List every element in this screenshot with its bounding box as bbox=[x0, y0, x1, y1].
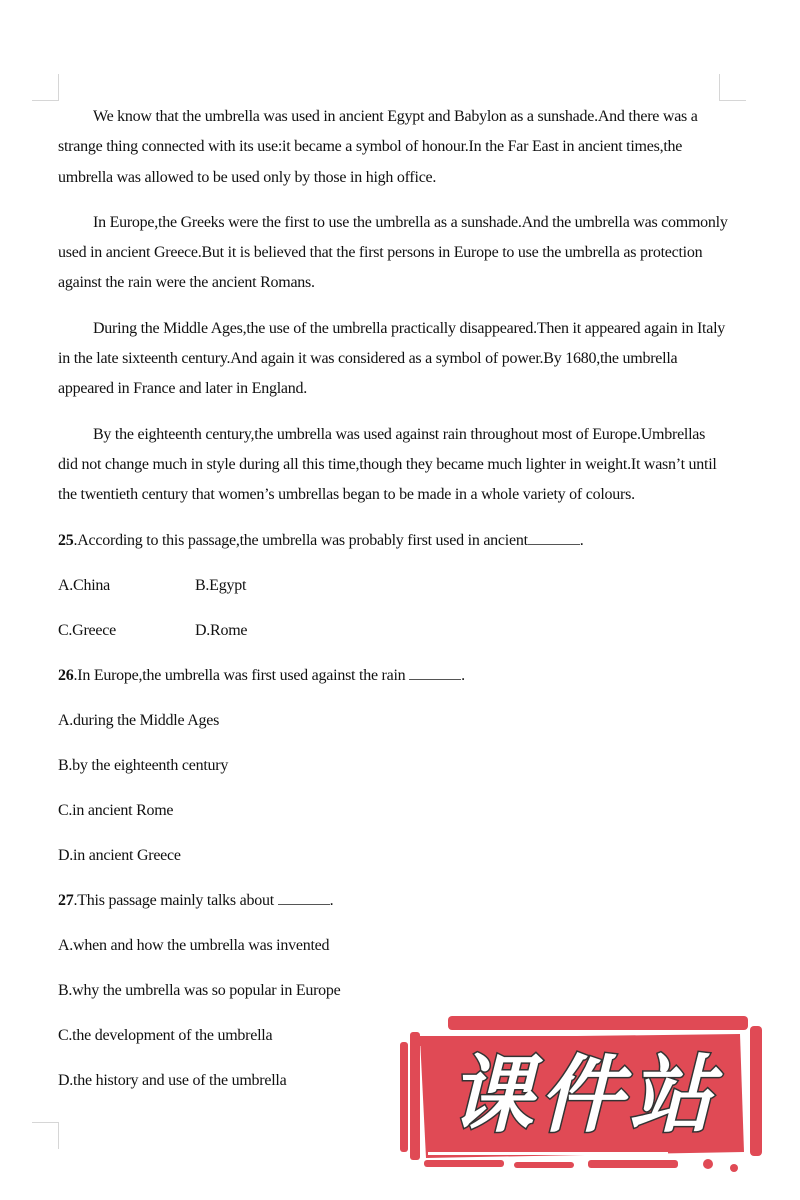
option-d: D.Rome bbox=[195, 621, 248, 639]
question-text: .In Europe,the umbrella was first used against the rain bbox=[73, 666, 410, 684]
question-tail: . bbox=[329, 891, 334, 909]
watermark-text: 课件站 bbox=[448, 1046, 720, 1144]
margin-corner-mark-top-left bbox=[32, 74, 59, 101]
option-c: C.in ancient Rome bbox=[58, 801, 174, 819]
question-text: .According to this passage,the umbrella was probably first used in ancient bbox=[73, 531, 528, 549]
option-row bbox=[58, 571, 728, 616]
question-25 bbox=[58, 526, 728, 661]
option-d: D.in ancient Greece bbox=[58, 846, 181, 864]
option-c: C.the development of the umbrella bbox=[58, 1026, 273, 1044]
watermark-stamp-logo bbox=[398, 1012, 770, 1172]
question-number: 27 bbox=[58, 891, 74, 909]
passage-paragraph: By the eighteenth century,the umbrella was used against rain throughout most of Europe.Umbrellas did not change much in style during all this time,though they became much lighter in weight.It wasn’t until the twentieth century that women’s umbrellas began to be made in a whole variety of colours. bbox=[58, 425, 717, 504]
passage-paragraph: During the Middle Ages,the use of the umbrella practically disappeared.Then it appeared again in Italy in the late sixteenth century.And again it was considered as a symbol of power.By 1680,the umbrella appeared in France and later in England. bbox=[58, 319, 726, 398]
option-b: B.why the umbrella was so popular in Europe bbox=[58, 981, 341, 999]
option-a: A.China bbox=[58, 576, 111, 594]
question-text: .This passage mainly talks about bbox=[73, 891, 278, 909]
question-stem bbox=[58, 526, 728, 571]
answer-blank bbox=[409, 665, 461, 680]
option-row bbox=[58, 616, 728, 661]
margin-corner-mark-bottom-left bbox=[32, 1122, 59, 1149]
question-tail: . bbox=[579, 531, 584, 549]
answer-blank bbox=[278, 890, 330, 905]
margin-corner-mark-top-right bbox=[719, 74, 746, 101]
option-c: C.Greece bbox=[58, 621, 116, 639]
passage-paragraph: We know that the umbrella was used in ancient Egypt and Babylon as a sunshade.And there was a strange thing connected with its use:it became a symbol of honour.In the Far East in ancient times,the umbrella was allowed to be used only by those in high office. bbox=[58, 108, 698, 186]
document-body bbox=[58, 102, 728, 1111]
question-tail: . bbox=[461, 666, 465, 684]
option-b: B.Egypt bbox=[195, 576, 247, 594]
reading-passage bbox=[58, 102, 728, 511]
option-a: A.during the Middle Ages bbox=[58, 711, 220, 729]
option-d: D.the history and use of the umbrella bbox=[58, 1071, 287, 1089]
question-stem bbox=[58, 661, 728, 706]
question-26 bbox=[58, 661, 728, 886]
answer-blank bbox=[528, 530, 580, 545]
passage-paragraph: In Europe,the Greeks were the first to use the umbrella as a sunshade.And the umbrella was commonly used in ancient Greece.But it is believed that the first persons in Europe to use the umbrella as protection against the rain were the ancient Romans. bbox=[58, 213, 728, 292]
option-b: B.by the eighteenth century bbox=[58, 756, 229, 774]
question-stem bbox=[58, 886, 728, 931]
question-number: 25 bbox=[58, 531, 74, 549]
question-number: 26 bbox=[58, 666, 74, 684]
option-a: A.when and how the umbrella was invented bbox=[58, 936, 330, 954]
